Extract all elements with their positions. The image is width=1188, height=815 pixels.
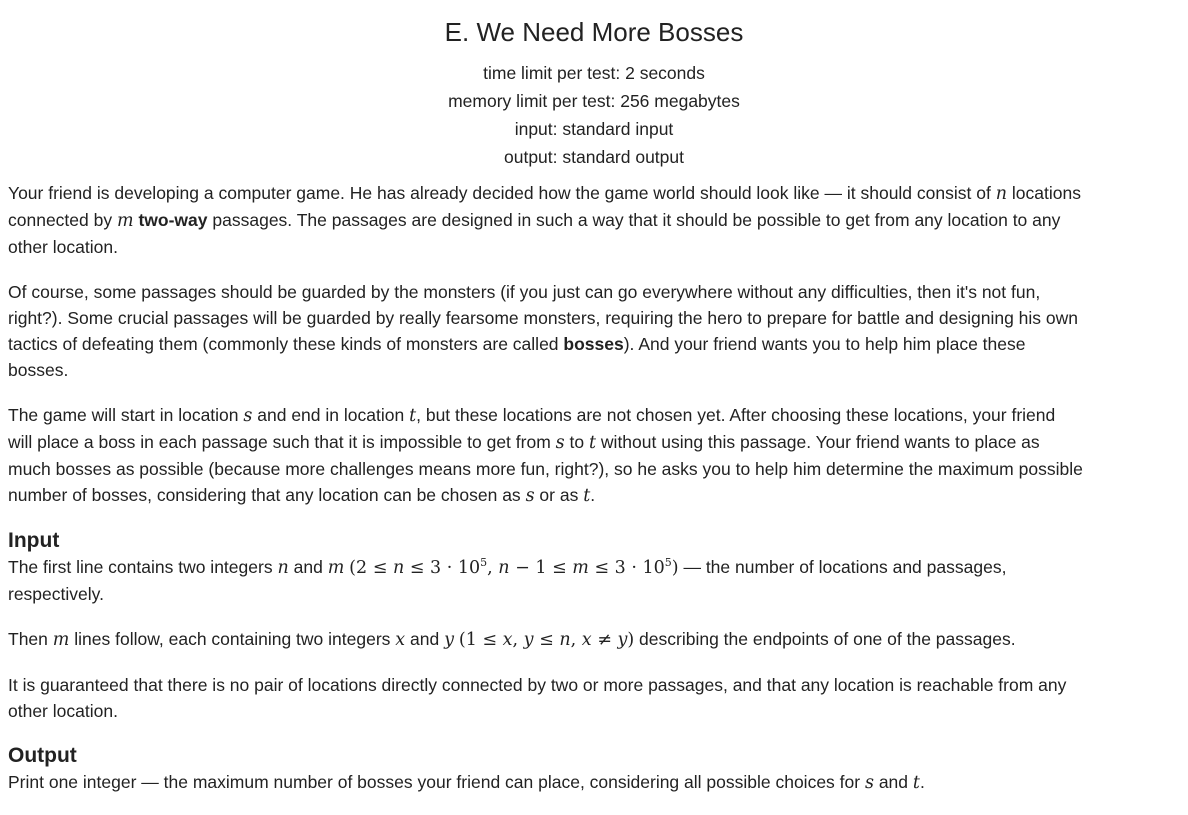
- input-paragraph-2: Then m lines follow, each containing two integers x and y (1 ≤ x, y ≤ n, x ≠ y) describing the endpoints of one of the passages.: [8, 629, 1016, 650]
- output-section-title: Output: [8, 744, 77, 767]
- input-file: input: standard input: [514, 119, 674, 139]
- output-section: [8, 743, 1188, 796]
- var-n: n: [995, 184, 1007, 204]
- time-limit: time limit per test: 2 seconds: [483, 63, 705, 83]
- output-file: output: standard output: [504, 147, 684, 167]
- input-section: [8, 528, 1188, 724]
- input-paragraph-1: The first line contains two integers n and m ($2 \le n \le 3 \cdot 10^5$, $n - 1 \le m \le 3 \cdot 10^5$) — the number of locations and passages, respectively.: [8, 556, 1007, 604]
- problem-header: [0, 0, 1188, 171]
- input-paragraph-3: It is guaranteed that there is no pair of locations directly connected by two or more passages, and that any location is reachable from any other location.: [8, 675, 1067, 721]
- legend-paragraph-1: Your friend is developing a computer game. He has already decided how the game world should look like — it should consist of n locations connected by m two-way passages. The passages are designed in such a way that it should be possible to get from any location to any other location.: [8, 183, 1081, 257]
- legend-paragraph-3: The game will start in location s and end in location t, but these locations are not chosen yet. After choosing these locations, your friend will place a boss in each passage such that it is impossible to get from s to t without using this passage. Your friend wants to place as much bosses as possible (because more challenges means more fun, right?), so he asks you to help him determine the maximum possible number of bosses, considering that any location can be chosen as s or as t.: [8, 405, 1083, 506]
- problem-statement: [8, 180, 1188, 796]
- memory-limit: memory limit per test: 256 megabytes: [448, 91, 740, 111]
- problem-limits: [0, 59, 1188, 171]
- problem-title: E. We Need More Bosses: [444, 17, 744, 47]
- input-section-title: Input: [8, 529, 60, 552]
- legend-paragraph-2: Of course, some passages should be guarded by the monsters (if you just can go everywhere without any difficulties, then it's not fun, right?). Some crucial passages will be guarded by really fearsome monsters, requiring the hero to prepare for battle and designing his own tactics of defeating them (commonly these kinds of monsters are called bosses). And your friend wants you to help him place these bosses.: [8, 282, 1079, 380]
- output-paragraph: Print one integer — the maximum number of bosses your friend can place, considering all possible choices for s and t.: [8, 772, 925, 793]
- var-m: m: [116, 211, 134, 231]
